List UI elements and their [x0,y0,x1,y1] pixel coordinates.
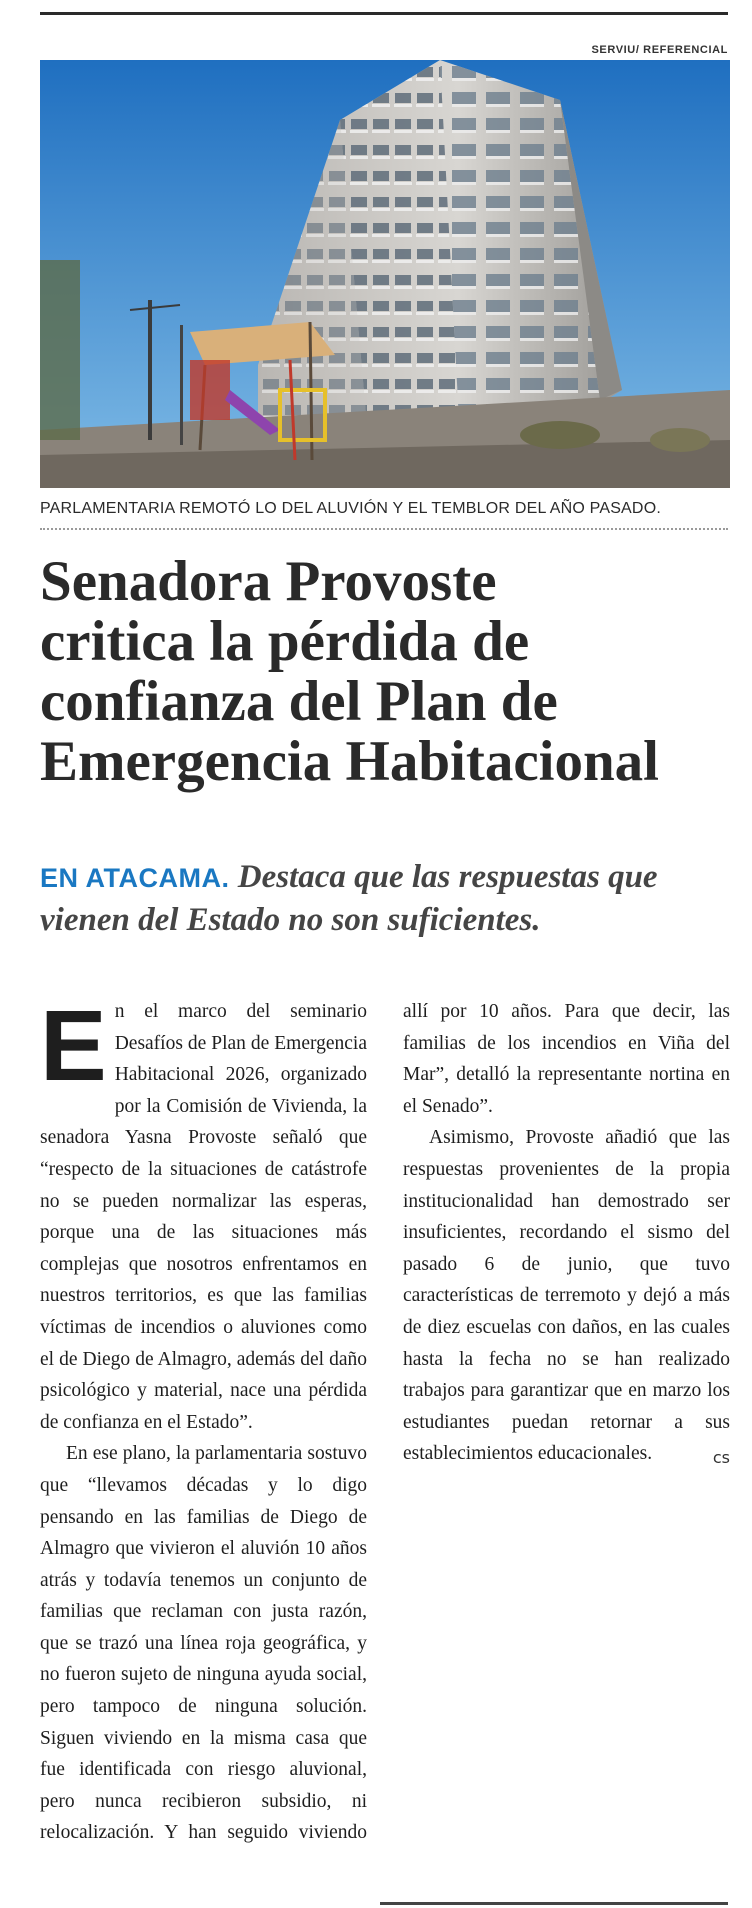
paragraph-text: n el marco del seminario Desafíos de Plan de Emergencia Habitacional 2026, organizado por la Comisión de Vivienda, la senadora Yasna Provoste señaló que “respecto de la situaciones de catástrofe no se pueden normalizar las esperas, porque una de las situaciones más complejas que nosotros enfrentamos en nuestros territorios, es que las familias víctimas de incendios o aluviones como el de Diego de Almagro, además del daño psicológico y material, nace una pérdida de confianza en el Estado”. [40,1001,367,1433]
body-paragraph: En ese plano, la parlamentaria sostuvo que “llevamos décadas y lo digo pensando en las familias de Diego de Almagro que vivieron el aluvión 10 años atrás y todavía tenemos un conjunto de familias que reclaman con justa razón, que se trazó una línea roja geográfica, y no fueron sujeto de ninguna ayuda social, pero tampoco de ninguna solución. Siguen viviendo en la misma casa que fue identificada con riesgo aluvional, pero nunca recibieron subsidio, ni relocalización. Y han seguido viviendo allí por 10 años. Para que decir, las familias de los incendios en Viña del Mar”, detalló la representante nortina en el Senado”. [40,1001,730,1844]
bottom-rule [380,1902,728,1905]
article-photo [40,60,730,488]
headline [40,552,730,792]
deck [40,856,730,941]
apartment-tower-icon [40,60,730,488]
body-paragraph [40,990,367,1438]
paragraph-text: Asimismo, Provoste añadió que las respuestas provenientes de la propia institucionalidad han demostrado ser insuficientes, recordando el sismo del pasado 6 de junio, que tuvo características de terremoto y dejó a más de diez escuelas con daños, en las cuales hasta la fecha no se han realizado trabajos para garantizar que en marzo los estudiantes puedan retornar a sus establecimientos educacionales. [403,1127,730,1465]
tree-icon [40,260,80,440]
body-paragraph [403,1122,730,1470]
utility-pole-icon [148,300,152,440]
location-tag: EN ATACAMA. [40,863,230,893]
photo-caption: PARLAMENTARIA REMOTÓ LO DEL ALUVIÓN Y EL TEMBLOR DEL AÑO PASADO. [40,500,661,517]
top-rule [40,12,728,15]
deck-summary: Destaca que las respuestas que vienen del Estado no son suficientes. [40,859,658,938]
headline-line: confianza del Plan de [40,670,558,733]
photo-credit: SERVIU/ REFERENCIAL [591,44,728,56]
headline-line: Senadora Provoste [40,550,497,613]
dropcap: E [40,990,107,1102]
caption-divider [40,528,728,530]
headline-line: Emergencia Habitacional [40,730,660,793]
end-mark-icon: cs [712,1448,730,1468]
headline-line: critica la pérdida de [40,610,530,673]
article-body [40,990,730,1876]
